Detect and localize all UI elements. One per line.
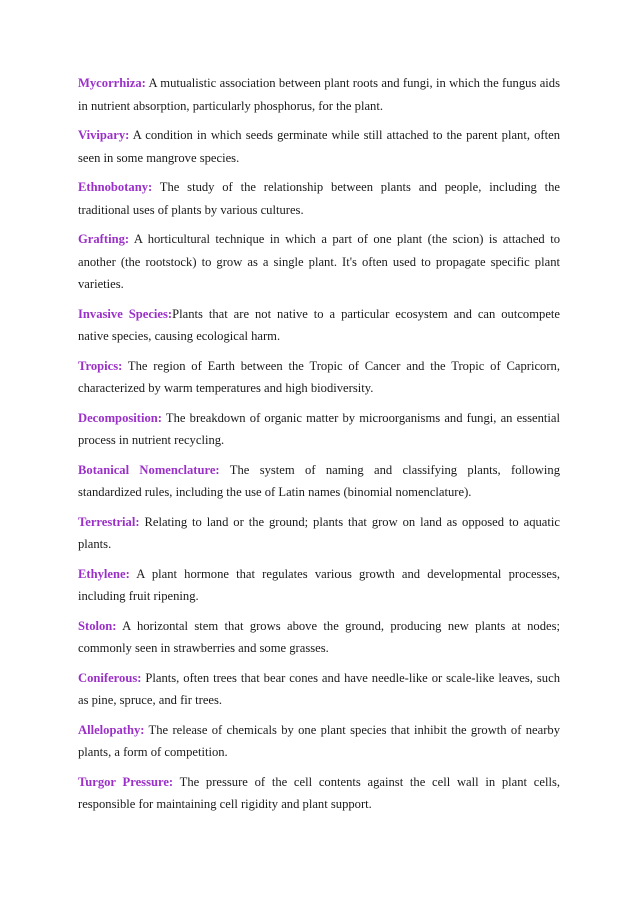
glossary-entry-decomposition [78,407,560,452]
glossary-entry-grafting [78,228,560,296]
glossary-definition: The system of naming and classifying plants, following standardized rules, including the use of Latin names (binomial nomenclature). [78,462,560,499]
glossary-definition: The release of chemicals by one plant species that inhibit the growth of nearby plants, a form of competition. [78,722,560,759]
glossary-definition: Plants, often trees that bear cones and have needle-like or scale-like leaves, such as pine, spruce, and fir trees. [78,670,560,707]
glossary-term: Invasive Species: [78,306,173,321]
glossary-term: Coniferous: [78,670,142,685]
glossary-term: Turgor Pressure: [78,774,174,789]
document-page [78,72,560,823]
glossary-definition: A plant hormone that regulates various growth and developmental processes, including fruit ripening. [78,566,560,603]
glossary-definition: Plants that are not native to a particular ecosystem and can outcompete native species, causing ecological harm. [78,306,560,343]
glossary-definition: The breakdown of organic matter by microorganisms and fungi, an essential process in nutrient recycling. [78,410,560,447]
glossary-term: Ethnobotany: [78,180,153,194]
glossary-term: Stolon: [78,618,117,633]
glossary-entry-terrestrial [78,511,560,556]
glossary-definition: A mutualistic association between plant roots and fungi, in which the fungus aids in nutrient absorption, particularly phosphorus, for the plant. [78,76,560,113]
glossary-definition: A condition in which seeds germinate while still attached to the parent plant, often seen in some mangrove species. [78,128,560,165]
glossary-entry-stolon [78,615,560,660]
glossary-definition: The study of the relationship between plants and people, including the traditional uses of plants by various cultures. [78,180,560,217]
glossary-term: Ethylene: [78,566,130,581]
glossary-entry-invasive-species [78,303,560,348]
glossary-entry-turgor-pressure [78,771,560,816]
glossary-entry-allelopathy [78,719,560,764]
glossary-entry-botanical-nomenclature [78,459,560,504]
glossary-definition: A horticultural technique in which a part of one plant (the scion) is attached to another (the rootstock) to grow as a single plant. It's often used to propagate specific plant varieties. [78,232,560,291]
glossary-definition: The pressure of the cell contents against the cell wall in plant cells, responsible for maintaining cell rigidity and plant support. [78,774,560,811]
glossary-term: Botanical Nomenclature: [78,462,220,477]
glossary-term: Tropics: [78,358,123,373]
glossary-definition: The region of Earth between the Tropic of Cancer and the Tropic of Capricorn, characterized by warm temperatures and high biodiversity. [78,358,560,395]
glossary-term: Vivipary: [78,128,130,142]
glossary-term: Allelopathy: [78,722,145,737]
glossary-entry-ethnobotany [78,176,560,221]
glossary-entry-tropics [78,355,560,400]
glossary-definition: A horizontal stem that grows above the ground, producing new plants at nodes; commonly seen in strawberries and some grasses. [78,618,560,655]
glossary-term: Grafting: [78,232,130,246]
glossary-definition: Relating to land or the ground; plants that grow on land as opposed to aquatic plants. [78,514,560,551]
glossary-term: Mycorrhiza: [78,76,146,90]
glossary-entry-vivipary [78,124,560,169]
glossary-term: Decomposition: [78,410,162,425]
glossary-entry-coniferous [78,667,560,712]
glossary-entry-ethylene [78,563,560,608]
glossary-term: Terrestrial: [78,514,140,529]
glossary-entry-mycorrhiza [78,72,560,117]
